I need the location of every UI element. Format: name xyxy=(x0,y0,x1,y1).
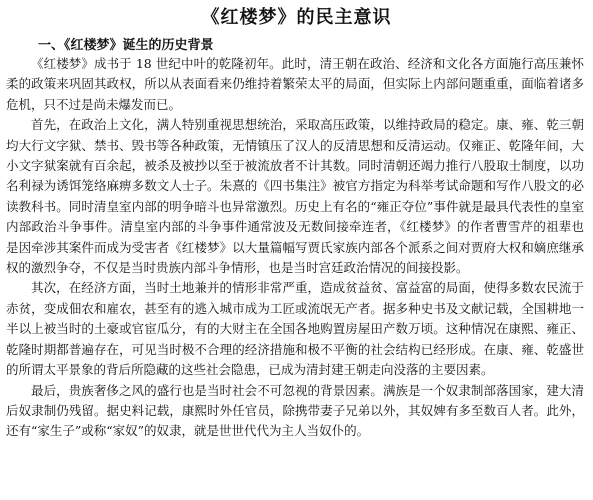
document-title: 《红楼梦》的民主意识 xyxy=(201,7,392,28)
section-heading: 一、《红楼梦》诞生的历史背景 xyxy=(38,38,214,53)
paragraph-luxury: 最后，贵族奢侈之风的盛行也是当时社会不可忽视的背景因素。满族是一个奴隶制部落国家，建大清后奴隶制仍残留。据史料记载，康熙时外任官员，除携带妻子兄弟以外，其奴婢有多至数百人者。此外，还有“家生子”或称“家奴”的奴隶，就是世世代代为主人当奴仆的。 xyxy=(6,382,584,439)
paragraph-intro: 《红楼梦》成书于 18 世纪中叶的乾隆初年。此时，清王朝在政治、经济和文化各方面施行高压兼怀柔的政策来巩固其政权，所以从表面看来仍维持着繁荣太平的局面，但实际上内部问题重重，面临着诸多危机，只不过是尚未爆发而已。 xyxy=(6,56,584,112)
paragraph-politics: 首先，在政治上文化，满人特别重视思想统治，采取高压政策，以维持政局的稳定。康、雍、乾三朝均大行文字狱、禁书、毁书等各种政策，无情镇压了汉人的反清思想和反清运动。仅雍正、乾隆年间，大小文字狱案就有百余起，被杀及被抄以至于被流放者不计其数。同时清朝还竭力推行八股取士制度，以功名利禄为诱饵笼络麻痹多数文人士子。朱熹的《四书集注》被官方指定为科举考试命题和写作八股文的必读教科书。同时清皇室内部的明争暗斗也异常激烈。历史上有名的“雍正夺位”事件就是最具代表性的皇室内部政治斗争事件。清皇室内部的斗争事件通常波及无数间接牵连者，《红楼梦》的作者曹雪芹的祖辈也是因牵涉其案件而成为受害者《红楼梦》以大量篇幅写贾氏家族内部各个派系之间对贾府大权和嫡庶继承权的激烈争夺，不仅是当时贵族内部斗争情形，也是当时宫廷政治情况的间接投影。 xyxy=(6,117,584,276)
paragraph-economy: 其次，在经济方面，当时土地兼并的情形非常严重，造成贫益贫、富益富的局面，使得多数农民流于赤贫，变成佃农和雇农，甚至有的逃入城市成为工匠或流氓无产者。据多种史书及文献记载，全国耕地一半以上被当时的土豪或官宦瓜分，有的大财主在全国各地购置房屋田产数万顷。这种情况在康熙、雍正、乾隆时期都普遍存在，可见当时极不合理的经济措施和极不平衡的社会结构已经形成。在康、雍、乾盛世的所谓太平景象的背后所隐藏的这些社会隐患，已成为清封建王朝走向没落的主要因素。 xyxy=(6,280,584,378)
body-text xyxy=(6,54,584,442)
